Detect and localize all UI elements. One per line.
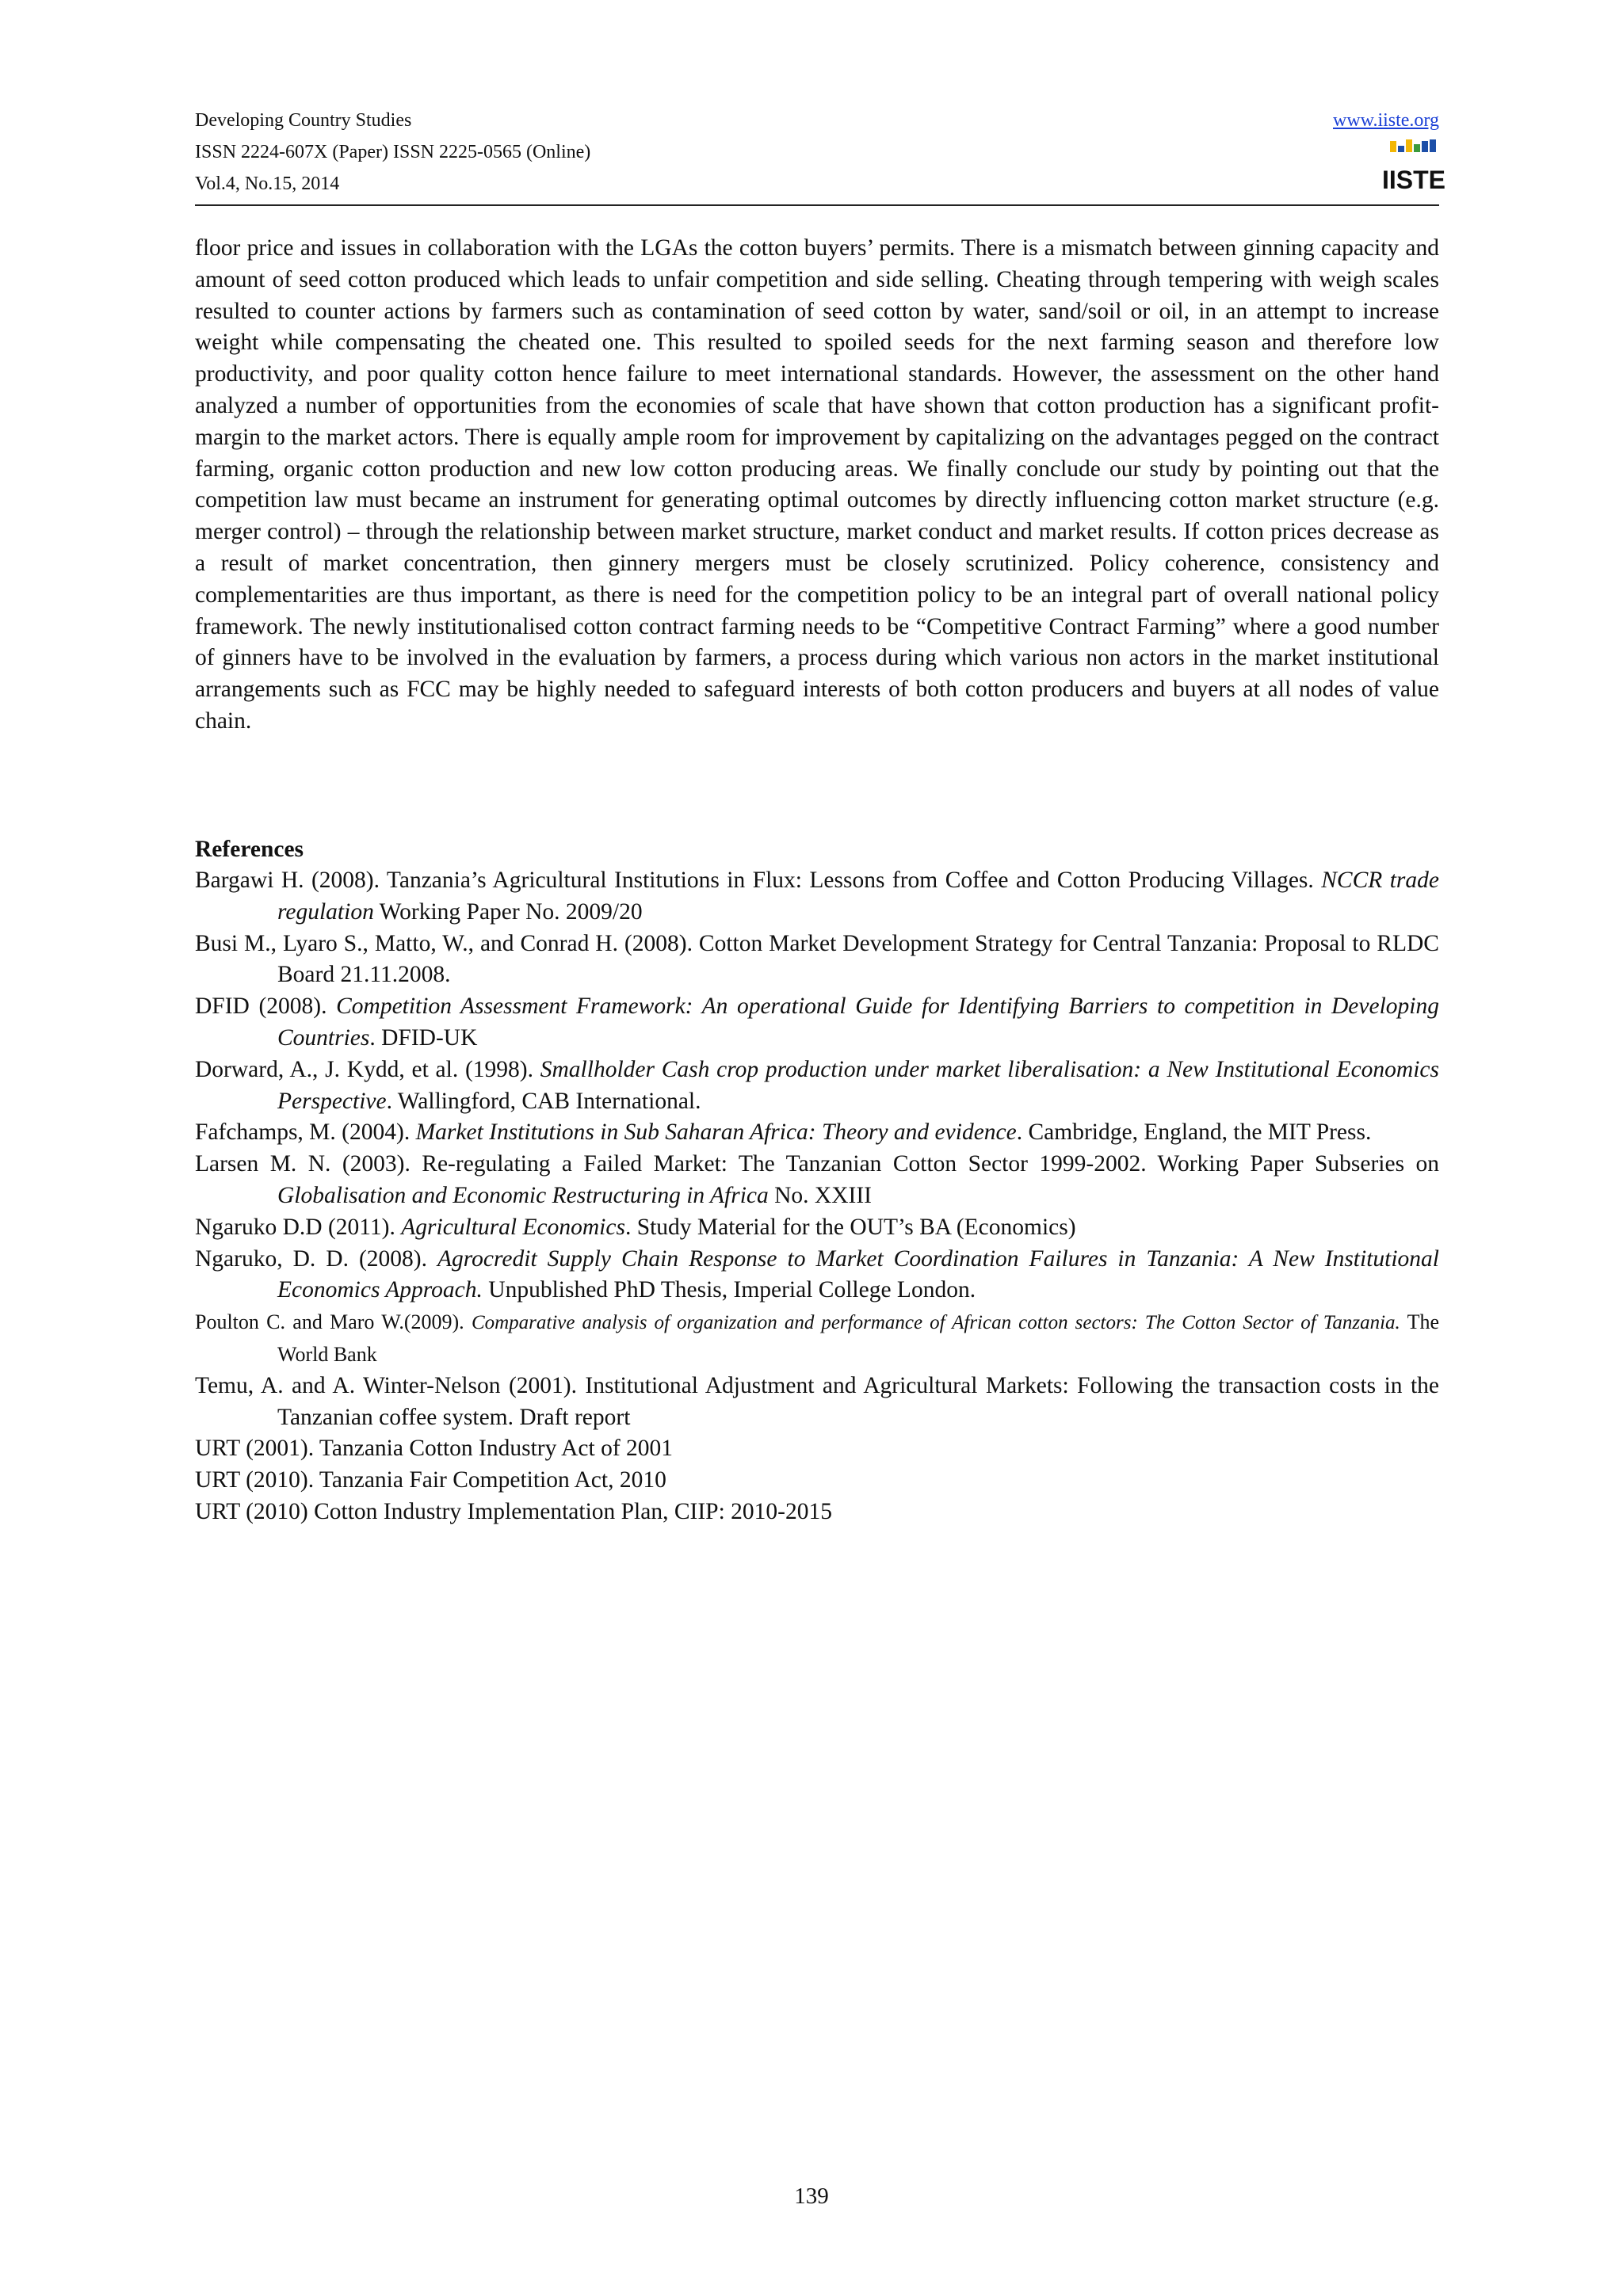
- references-heading: References: [195, 837, 304, 862]
- reference-item: Ngaruko D.D (2011). Agricultural Economics. Study Material for the OUT’s BA (Economics): [195, 1214, 1076, 1240]
- reference-item: URT (2001). Tanzania Cotton Industry Act of 2001: [195, 1436, 674, 1462]
- reference-item: URT (2010). Tanzania Fair Competition Act, 2010: [195, 1467, 666, 1493]
- header-rule: [195, 204, 1439, 206]
- page-header: [195, 105, 1446, 200]
- page-number: 139: [794, 2183, 829, 2209]
- reference-item: Poulton C. and Maro W.(2009). Comparative analysis of organization and performance of African cotton sectors: The Cotton Sector of Tanzania. The World Bank: [195, 1310, 1440, 1366]
- reference-item: URT (2010) Cotton Industry Implementation Plan, CIIP: 2010-2015: [195, 1498, 832, 1524]
- reference-item: Fafchamps, M. (2004). Market Institutions in Sub Saharan Africa: Theory and evidence. Cambridge, England, the MIT Press.: [195, 1119, 1372, 1146]
- journal-name: Developing Country Studies: [195, 110, 412, 131]
- reference-item: Bargawi H. (2008). Tanzania’s Agricultural Institutions in Flux: Lessons from Coffee and Cotton Producing Villages. NCCR trade regulation Working Paper No. 2009/20: [195, 868, 1439, 925]
- reference-item: Dorward, A., J. Kydd, et al. (1998). Smallholder Cash crop production under market liberalisation: a New Institutional Economics Perspective. Wallingford, CAB International.: [195, 1056, 1439, 1114]
- volume-line: Vol.4, No.15, 2014: [195, 174, 340, 194]
- reference-item: Busi M., Lyaro S., Matto, W., and Conrad H. (2008). Cotton Market Development Strategy for Central Tanzania: Proposal to RLDC Board 21.11.2008.: [195, 930, 1439, 988]
- reference-item: Temu, A. and A. Winter-Nelson (2001). Institutional Adjustment and Agricultural Markets: Following the transaction costs in the Tanzanian coffee system. Draft report: [195, 1372, 1439, 1430]
- svg-text:IISTE: IISTE: [1381, 166, 1446, 194]
- issn-line: ISSN 2224-607X (Paper) ISSN 2225-0565 (Online): [195, 142, 591, 162]
- references-list: [195, 865, 1439, 1528]
- journal-url-link[interactable]: www.iiste.org: [1333, 110, 1439, 131]
- reference-item: Ngaruko, D. D. (2008). Agrocredit Supply Chain Response to Market Coordination Failures in Tanzania: A New Institutional Economics Approach. Unpublished PhD Thesis, Imperial College London.: [195, 1245, 1439, 1303]
- body-paragraph: floor price and issues in collaboration with the LGAs the cotton buyers’ permits. There is a mismatch between ginning capacity and amount of seed cotton produced which leads to unfair competition and side selling. Cheating through tempering with weigh scales resulted to counter actions by farmers such as contamination of seed cotton by water, sand/soil or oil, in an attempt to increase weight while compensating the cheated one. This resulted to spoiled seeds for the next farming season and therefore low productivity, and poor quality cotton hence failure to meet international standards. However, the assessment on the other hand analyzed a number of opportunities from the economies of scale that have shown that cotton production has a significant profit-margin to the market actors. There is equally ample room for improvement by capitalizing on the advantages pegged on the contract farming, organic cotton production and new low cotton producing areas. We finally conclude our study by pointing out that the competition law must became an instrument for generating optimal outcomes by directly influencing cotton market structure (e.g. merger control) – through the relationship between market structure, market conduct and market results. If cotton prices decrease as a result of market concentration, then ginnery mergers must be closely scrutinized. Policy coherence, consistency and complementarities are thus important, as there is need for the competition policy to be an integral part of overall national policy framework. The newly institutionalised cotton contract farming needs to be “Competitive Contract Farming” where a good number of ginners have to be involved in the evaluation by farmers, a process during which various non actors in the market institutional arrangements such as FCC may be highly needed to safeguard interests of both cotton producers and buyers at all nodes of value chain.: [195, 235, 1439, 734]
- reference-item: Larsen M. N. (2003). Re-regulating a Failed Market: The Tanzanian Cotton Sector 1999-2002. Working Paper Subseries on Globalisation and Economic Restructuring in Africa No. XXIII: [195, 1151, 1439, 1208]
- iiste-logo-icon: [1381, 138, 1446, 195]
- reference-item: DFID (2008). Competition Assessment Framework: An operational Guide for Identifying Barriers to competition in Developing Countries. DFID-UK: [195, 994, 1439, 1051]
